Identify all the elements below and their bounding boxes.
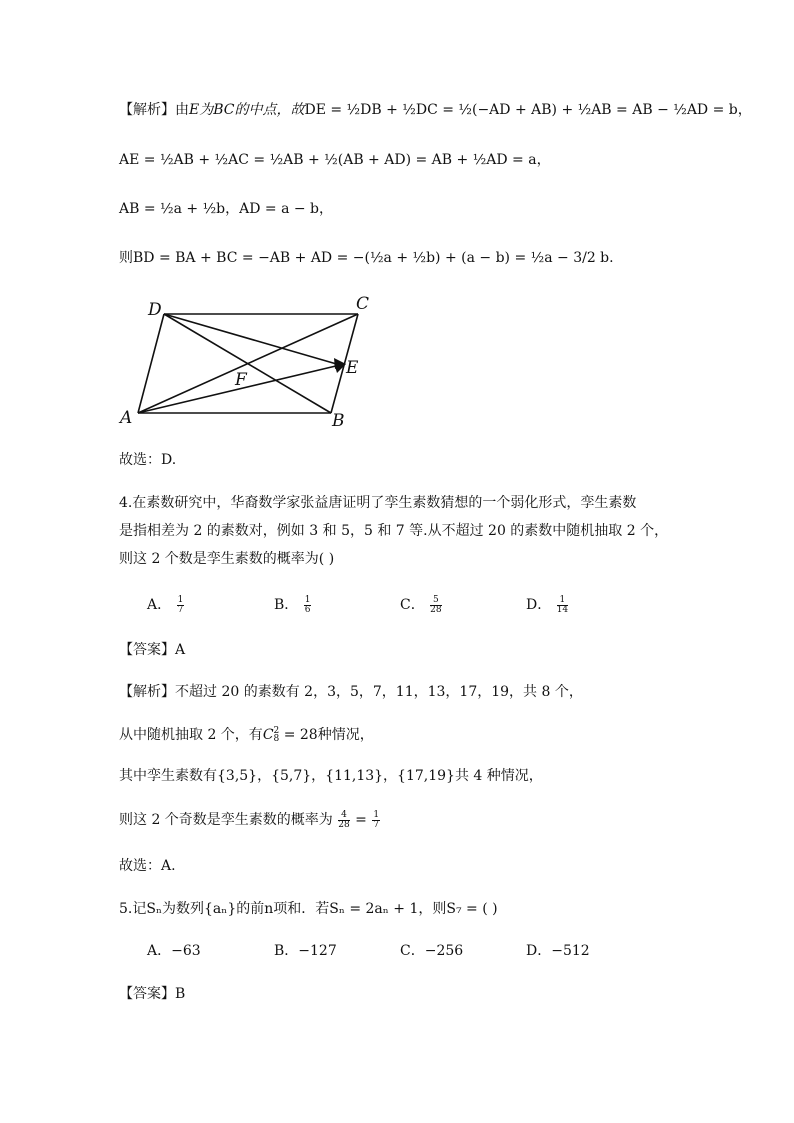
choice-letter: D． [526, 597, 552, 613]
vector-formula-de: DE = ½DB + ½DC = ½(−AD + AB) + ½AB = AB − ½AD = b， [304, 102, 752, 118]
q4-choose-line: 故选：A. [119, 858, 176, 874]
q4-analysis-line-4: 则这 2 个奇数是孪生素数的概率为 $\frac{4}{28}$ = $\frac{1}{7}$ [119, 809, 380, 830]
solution-label: 【解析】由 [119, 102, 189, 118]
vector-formula-ab-ad: AB = ½a + ½b，AD = a − b， [119, 201, 334, 217]
choice-fraction: $\frac{1}{14}$ [556, 594, 569, 615]
q3-choose-line: 故选：D. [119, 452, 177, 468]
label-e: E [346, 358, 359, 378]
edge-ad [138, 314, 164, 413]
arrowhead-ae [334, 363, 346, 373]
segment-de [164, 314, 340, 365]
diagonal-db [164, 314, 331, 413]
label-b: B [332, 411, 345, 431]
choice-letter: C． [400, 597, 425, 613]
solution-line-4 [119, 248, 614, 268]
q5-choices [119, 940, 679, 966]
label-a: A [120, 408, 133, 428]
solution-line-3 [119, 199, 333, 219]
choice-letter: A． [147, 597, 172, 613]
q5-choice-a[interactable]: A．−63 [147, 943, 201, 959]
q4-answer: 【答案】A [119, 642, 186, 658]
q4-stem-line-1: 4.在素数研究中，华裔数学家张益唐证明了孪生素数猜想的一个弱化形式，孪生素数 [119, 495, 637, 511]
label-d: D [148, 300, 162, 320]
probability-fraction-1: $\frac{4}{28}$ [338, 809, 350, 830]
q4-choice-a[interactable] [147, 594, 185, 615]
solution-line-2 [119, 150, 551, 170]
vector-formula-bd: 则BD = BA + BC = −AB + AD = −(½a + ½b) + (a − b) = ½a − 3/2 b. [119, 250, 614, 266]
q4-analysis-line-3: 其中孪生素数有{3,5}，{5,7}，{11,13}，{17,19}共 4 种情况， [119, 768, 543, 784]
q4-choice-c[interactable] [400, 594, 443, 615]
label-f: F [235, 370, 247, 390]
q4-choices [119, 594, 679, 620]
q4-analysis-line-1: 【解析】不超过 20 的素数有 2，3，5，7，11，13，17，19，共 8 个， [119, 684, 583, 700]
label-c: C [356, 294, 370, 314]
solution-text: E为BC的中点，故 [189, 102, 305, 118]
q4-analysis-line-2: 从中随机抽取 2 个，有C 2 8 = 28种情况， [119, 726, 374, 744]
q4-stem-line-3: 则这 2 个数是孪生素数的概率为( ) [119, 551, 335, 567]
q4-stem-line-2: 是指相差为 2 的素数对，例如 3 和 5，5 和 7 等.从不超过 20 的素数中随机抽取 2 个， [119, 523, 669, 539]
q4-choice-b[interactable] [274, 594, 312, 615]
parallelogram-figure [118, 292, 378, 432]
choice-fraction: $\frac{5}{28}$ [430, 594, 442, 615]
q4-choice-d[interactable] [526, 594, 569, 615]
q5-answer: 【答案】B [119, 986, 186, 1002]
q5-choice-b[interactable]: B．−127 [274, 943, 337, 959]
probability-fraction-2: $\frac{1}{7}$ [373, 809, 380, 830]
choice-fraction: $\frac{1}{7}$ [177, 594, 184, 615]
choice-fraction: $\frac{1}{6}$ [304, 594, 311, 615]
solution-line-1 [119, 100, 752, 120]
q5-choice-d[interactable]: D．−512 [526, 943, 590, 959]
q5-choice-c[interactable]: C．−256 [400, 943, 464, 959]
choice-letter: B． [274, 597, 299, 613]
vector-formula-ae: AE = ½AB + ½AC = ½AB + ½(AB + AD) = AB + ½AD = a， [119, 152, 551, 168]
q5-stem: 5.记Sₙ为数列{aₙ}的前n项和．若Sₙ = 2aₙ + 1，则S₇ = ( ) [119, 901, 498, 917]
